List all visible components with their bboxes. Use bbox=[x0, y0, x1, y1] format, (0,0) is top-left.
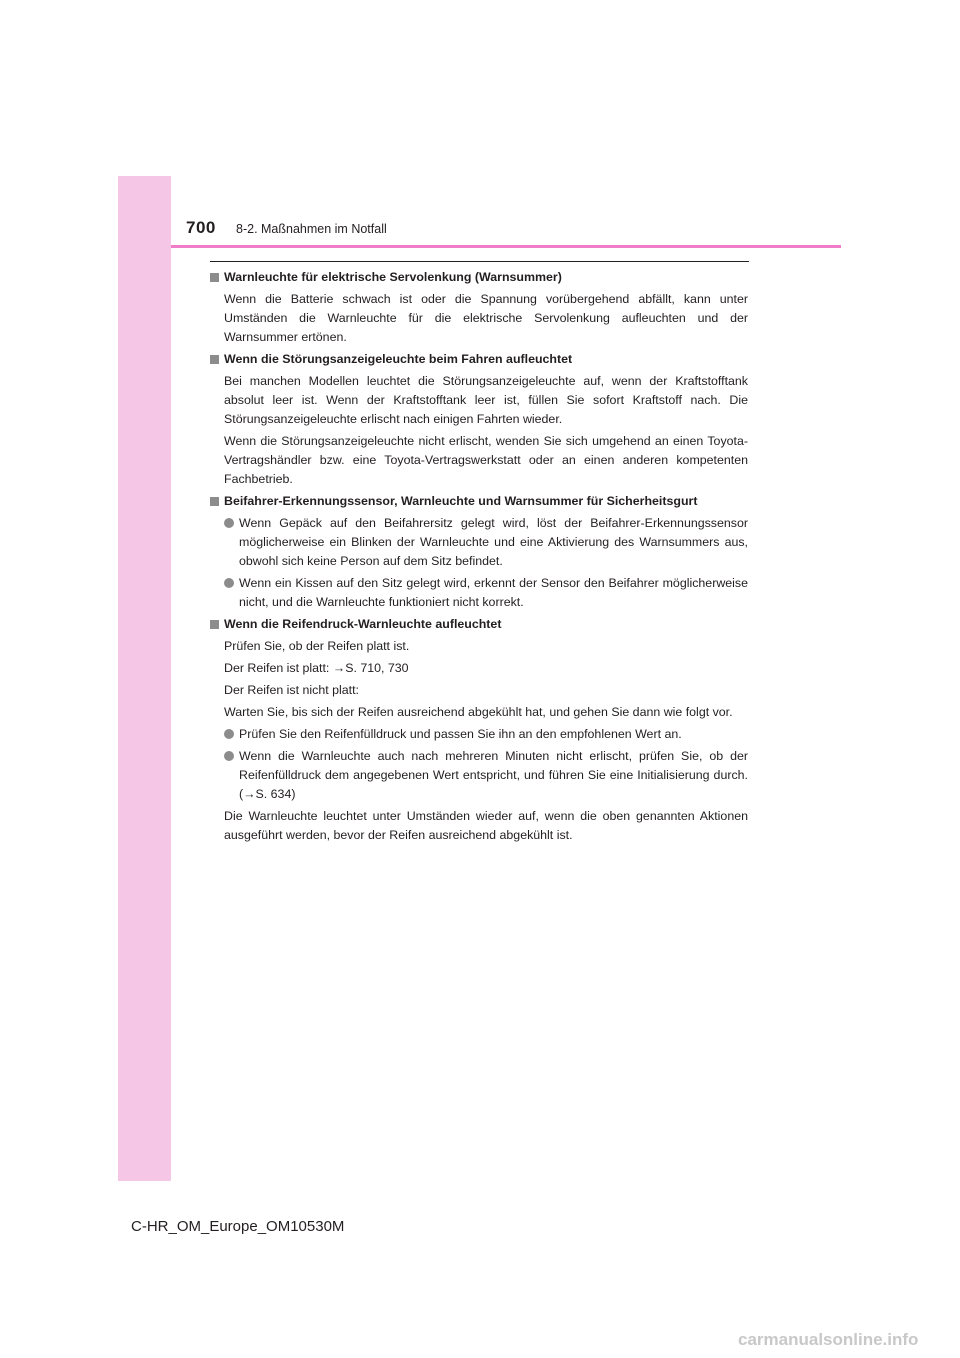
section-heading-text: Warnleuchte für elektrische Servolenkung (Warnsummer) bbox=[224, 270, 562, 284]
section-heading bbox=[210, 268, 748, 287]
bullet-text: Prüfen Sie den Reifenfülldruck und passen Sie ihn an den empfohlenen Wert an. bbox=[239, 727, 682, 741]
square-bullet-icon bbox=[210, 273, 219, 282]
paragraph: Wenn die Störungsanzeigeleuchte nicht erlischt, wenden Sie sich umgehend an einen Toyota-Vertragshändler bzw. eine Toyota-Vertragswerkstatt oder an einen anderen kompetenten Fachbetrieb. bbox=[224, 434, 748, 486]
paragraph: Bei manchen Modellen leuchtet die Störungsanzeigeleuchte auf, wenn der Kraftstofftank absolut leer ist. Wenn der Kraftstofftank leer ist, füllen Sie sofort Kraftstoff nach. Die Störungsanzeigeleuchte erlischt nach einigen Fahrten wieder. bbox=[224, 374, 748, 426]
bullet-text: Wenn Gepäck auf den Beifahrersitz gelegt wird, löst der Beifahrer-Erkennungssensor möglicherweise ein Blinken der Warnleuchte und eine Aktivierung des Warnsummers aus, obwohl sich keine Person auf dem Sitz befindet. bbox=[239, 516, 748, 568]
round-bullet-icon bbox=[224, 518, 234, 528]
section-heading bbox=[210, 492, 748, 511]
section-heading bbox=[210, 350, 748, 369]
bullet-item bbox=[224, 574, 748, 612]
header-divider bbox=[171, 245, 841, 248]
round-bullet-icon bbox=[224, 578, 234, 588]
section-heading bbox=[210, 615, 748, 634]
content-top-rule bbox=[210, 261, 749, 262]
paragraph: Prüfen Sie, ob der Reifen platt ist. bbox=[224, 639, 410, 653]
section-heading-text: Beifahrer-Erkennungssensor, Warnleuchte und Warnsummer für Sicherheitsgurt bbox=[224, 494, 698, 508]
paragraph: Warten Sie, bis sich der Reifen ausreichend abgekühlt hat, und gehen Sie dann wie folgt vor. bbox=[224, 705, 733, 719]
round-bullet-icon bbox=[224, 751, 234, 761]
paragraph: Der Reifen ist platt: →S. 710, 730 bbox=[224, 661, 409, 675]
bullet-text: Wenn die Warnleuchte auch nach mehreren Minuten nicht erlischt, prüfen Sie, ob der Reifenfülldruck dem angegebenen Wert entspricht, und führen Sie eine Initialisierung durch. (→S. 634) bbox=[239, 749, 748, 801]
bullet-text: Wenn ein Kissen auf den Sitz gelegt wird, erkennt der Sensor den Beifahrer möglicherweise nicht, und die Warnleuchte funktioniert nicht korrekt. bbox=[239, 576, 748, 609]
bullet-item bbox=[224, 725, 748, 744]
document-code: C-HR_OM_Europe_OM10530M bbox=[131, 1218, 345, 1235]
section-heading-text: Wenn die Reifendruck-Warnleuchte aufleuchtet bbox=[224, 617, 502, 631]
round-bullet-icon bbox=[224, 729, 234, 739]
section-heading-text: Wenn die Störungsanzeigeleuchte beim Fahren aufleuchtet bbox=[224, 352, 573, 366]
paragraph: Wenn die Batterie schwach ist oder die Spannung vorübergehend abfällt, kann unter Umständen die Warnleuchte für die elektrische Servolenkung aufleuchten und der Warnsummer ertönen. bbox=[224, 292, 748, 344]
square-bullet-icon bbox=[210, 620, 219, 629]
paragraph: Die Warnleuchte leuchtet unter Umständen wieder auf, wenn die oben genannten Aktionen ausgeführt werden, bevor der Reifen ausreichend abgekühlt ist. bbox=[224, 809, 748, 842]
content-body bbox=[210, 268, 748, 848]
side-color-bar bbox=[118, 176, 171, 1181]
watermark: carmanualsonline.info bbox=[738, 1330, 919, 1349]
page-number: 700 bbox=[186, 218, 216, 237]
bullet-item bbox=[224, 514, 748, 571]
square-bullet-icon bbox=[210, 355, 219, 364]
section-title: 8-2. Maßnahmen im Notfall bbox=[236, 222, 387, 236]
paragraph: Der Reifen ist nicht platt: bbox=[224, 683, 359, 697]
square-bullet-icon bbox=[210, 497, 219, 506]
bullet-item bbox=[224, 747, 748, 804]
